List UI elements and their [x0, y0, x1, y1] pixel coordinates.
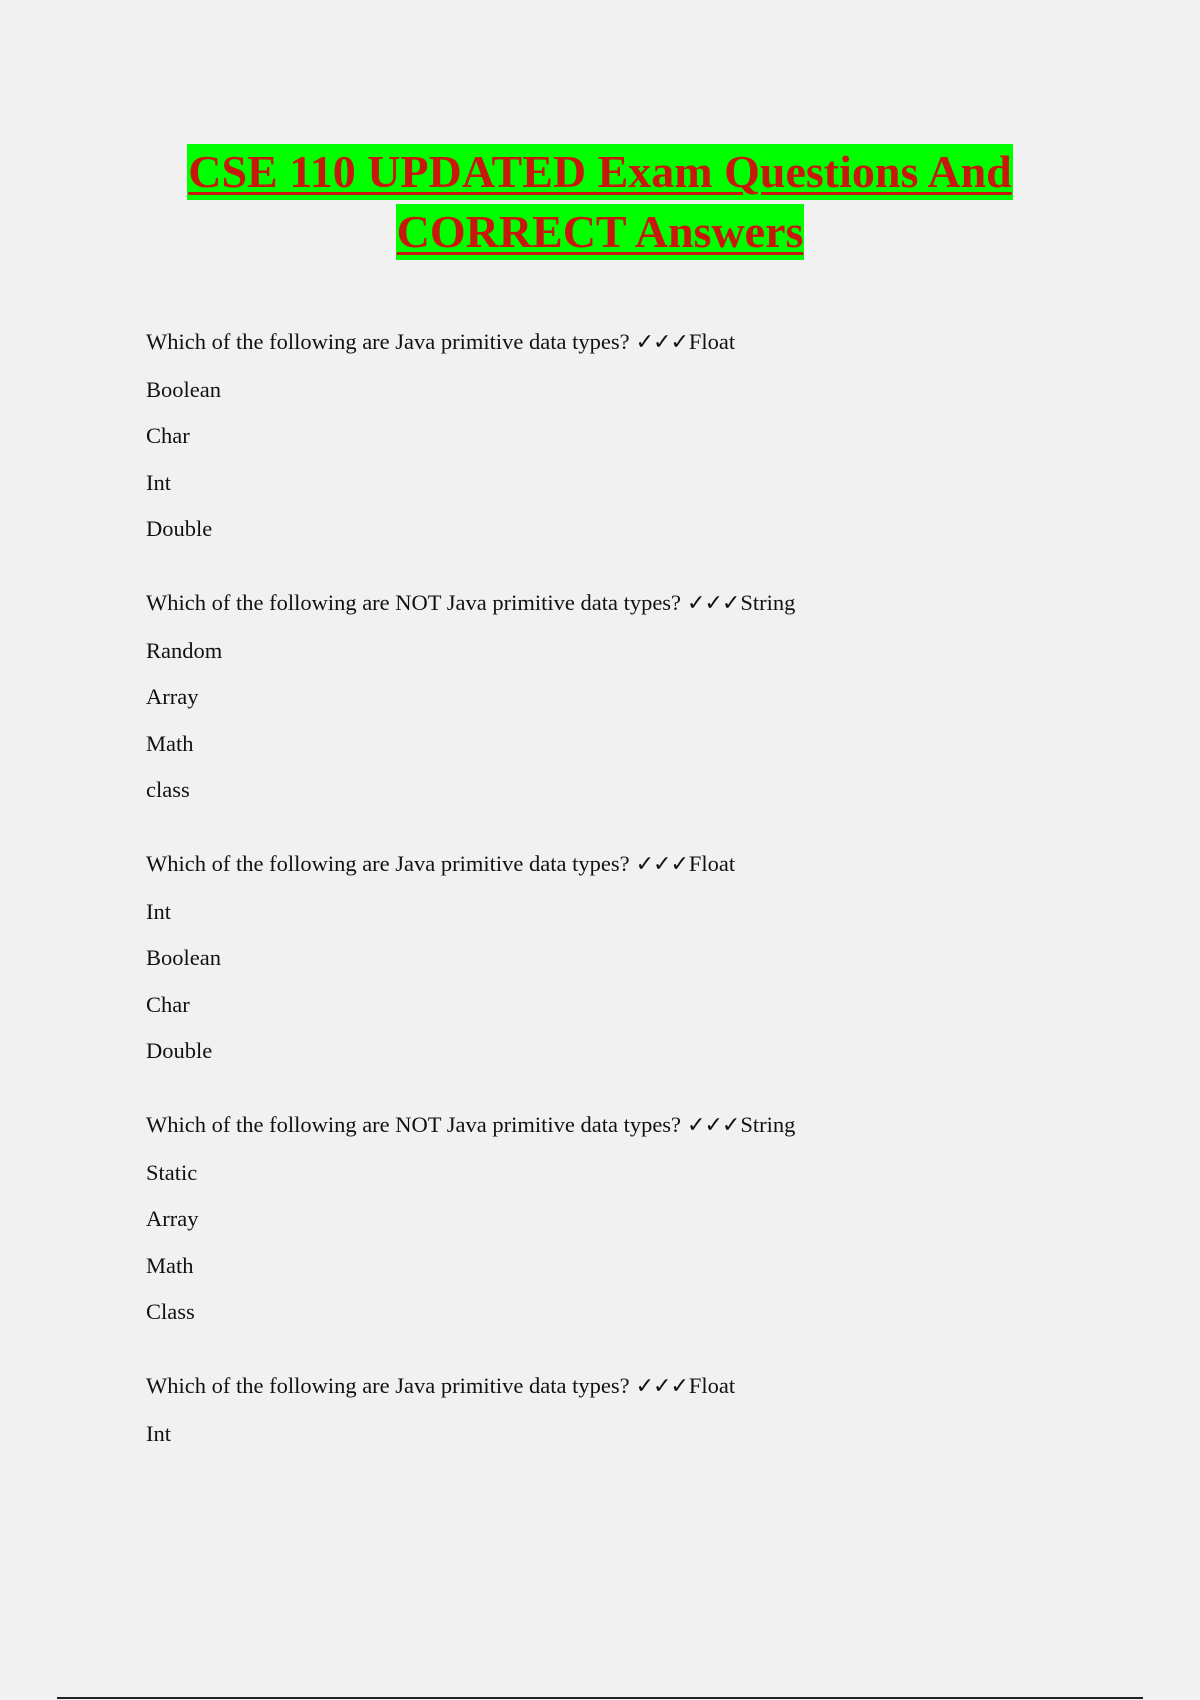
- answer-option: Math: [146, 730, 194, 756]
- question-line: [146, 1374, 1126, 1399]
- answer-option: Int: [146, 898, 171, 924]
- answer-option: Boolean: [146, 945, 221, 970]
- answer-option: Char: [146, 423, 190, 448]
- answer-option: Array: [146, 684, 199, 709]
- answer-text: String: [740, 1112, 796, 1137]
- answer-text: Float: [688, 851, 736, 876]
- page-bottom-divider: [57, 1697, 1143, 1699]
- answer-option: Double: [146, 1038, 213, 1063]
- answer-option: class: [146, 777, 190, 802]
- answer-option: Int: [146, 1420, 171, 1446]
- question-line: [146, 591, 1126, 616]
- checkmark-icon: ✓✓✓: [635, 1374, 688, 1399]
- question-line: [146, 852, 1126, 877]
- answer-text: Float: [688, 1373, 736, 1398]
- answer-option: Math: [146, 1252, 194, 1278]
- question-block: [146, 1113, 1126, 1324]
- question-line: [146, 1113, 1126, 1138]
- question-block: [146, 852, 1126, 1063]
- title-line-1: CSE 110 UPDATED Exam Questions And: [187, 144, 1013, 200]
- question-block: [146, 591, 1126, 802]
- questions-list: [146, 330, 1126, 1496]
- page-title: [0, 142, 1200, 262]
- answer-text: Float: [688, 329, 736, 354]
- answer-option: Boolean: [146, 376, 221, 402]
- checkmark-icon: ✓✓✓: [687, 591, 740, 616]
- question-text: Which of the following are Java primitive data types?: [146, 329, 630, 354]
- question-block: [146, 1374, 1126, 1446]
- answer-option: Random: [146, 637, 223, 663]
- answer-option: Class: [146, 1299, 195, 1324]
- question-text: Which of the following are NOT Java primitive data types?: [146, 1112, 682, 1137]
- checkmark-icon: ✓✓✓: [635, 330, 688, 355]
- answer-option: Array: [146, 1206, 199, 1231]
- answer-option: Static: [146, 1159, 198, 1185]
- question-text: Which of the following are NOT Java primitive data types?: [146, 590, 682, 615]
- answer-option: Int: [146, 469, 171, 495]
- answer-option: Double: [146, 516, 213, 541]
- checkmark-icon: ✓✓✓: [635, 852, 688, 877]
- answer-text: String: [740, 590, 796, 615]
- answer-option: Char: [146, 991, 190, 1017]
- question-block: [146, 330, 1126, 541]
- title-line-2: CORRECT Answers: [396, 204, 805, 260]
- question-line: [146, 330, 1126, 355]
- checkmark-icon: ✓✓✓: [687, 1113, 740, 1138]
- question-text: Which of the following are Java primitive data types?: [146, 851, 630, 876]
- question-text: Which of the following are Java primitive data types?: [146, 1373, 630, 1398]
